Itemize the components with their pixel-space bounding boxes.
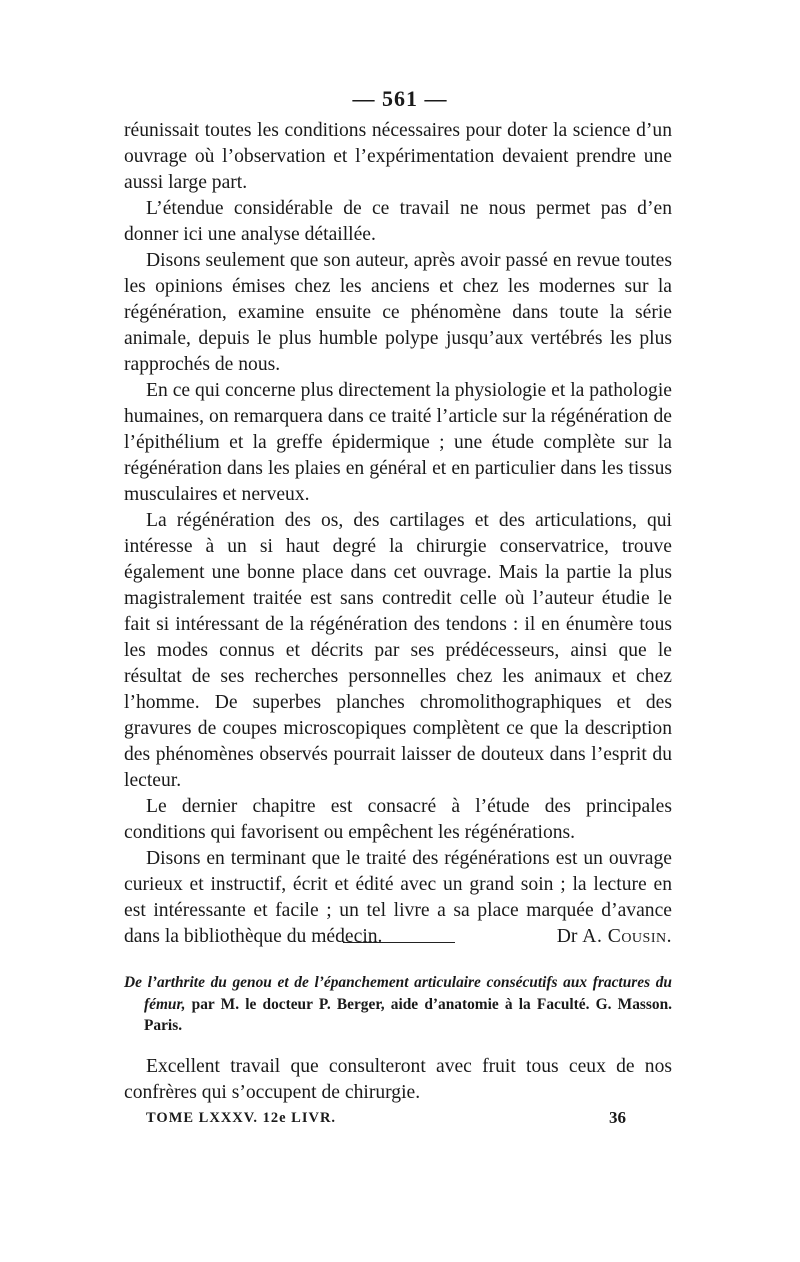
signature-mark: 36: [609, 1108, 626, 1127]
paragraph-6: Le dernier chapitre est consacré à l’étude des principales conditions qui favorisent ou empêchent les régénérations.: [124, 796, 672, 843]
review-citation-block: [124, 972, 672, 1037]
page-number: — 561 —: [352, 86, 448, 111]
author-signature: [535, 924, 672, 950]
paragraph-7: [124, 846, 672, 950]
paragraph-5: La régénération des os, des cartilages et des articulations, qui intéresse à un si haut degré la chirurgie conservatrice, trouve également une bonne place dans cet ouvrage. Mais la partie la plus magistralement traitée est sans contredit celle où l’auteur étudie le fait si intéressant de la régénération des tendons : il en énumère tous les modes connus et décrits par ses prédécesseurs, ainsi que le résultat de ses recherches personnelles chez les animaux et chez l’homme. De superbes planches chromolithographiques et des gravures de coupes microscopiques complètent ce que la description des phénomènes observés pourrait laisser de douteux dans l’esprit du lecteur.: [124, 510, 672, 791]
section-divider: [343, 942, 455, 943]
signature-name: A. Cousin.: [582, 926, 672, 947]
review-body: [124, 1054, 672, 1106]
review-citation: [124, 972, 672, 1037]
volume-info: TOME LXXXV. 12e LIVR.: [146, 1110, 337, 1126]
page-footer: [146, 1110, 626, 1127]
paragraph-4: En ce qui concerne plus directement la physiologie et la pathologie humaines, on remarquera dans ce traité l’article sur la régénération de l’épithélium et la greffe épidermique ; une étude complète sur la régénération dans les plaies en général et en particulier dans les tissus musculaires et nerveux.: [124, 380, 672, 505]
paragraph-3: Disons seulement que son auteur, après avoir passé en revue toutes les opinions émises chez les anciens et chez les modernes sur la régénération, examine ensuite ce phénomène dans toute la série animale, depuis le plus humble polype jusqu’aux vertébrés les plus rapprochés de nous.: [124, 250, 672, 375]
signature-prefix: Dr: [556, 926, 578, 947]
paragraph-1: réunissait toutes les conditions nécessaires pour doter la science d’un ouvrage où l’observation et l’expérimentation devaient prendre une aussi large part.: [124, 120, 672, 193]
review-paragraph: Excellent travail que consulteront avec fruit tous ceux de nos confrères qui s’occupent de chirurgie.: [124, 1056, 672, 1103]
article-body: [124, 118, 672, 950]
review-title: De l’arthrite du genou et de l’épanchement articulaire consécutifs aux fractures du fémur,: [124, 974, 672, 1013]
paragraph-2: L’étendue considérable de ce travail ne nous permet pas d’en donner ici une analyse détaillée.: [124, 198, 672, 245]
paragraph-7-text: Disons en terminant que le traité des régénérations est un ouvrage curieux et instructif, écrit et édité avec un grand soin ; la lecture en est intéressante et facile ; un tel livre a sa place marquée d’avance dans la bibliothèque du médecin.: [124, 848, 672, 947]
review-details: par M. le docteur P. Berger, aide d’anatomie à la Faculté. G. Masson. Paris.: [144, 995, 672, 1034]
